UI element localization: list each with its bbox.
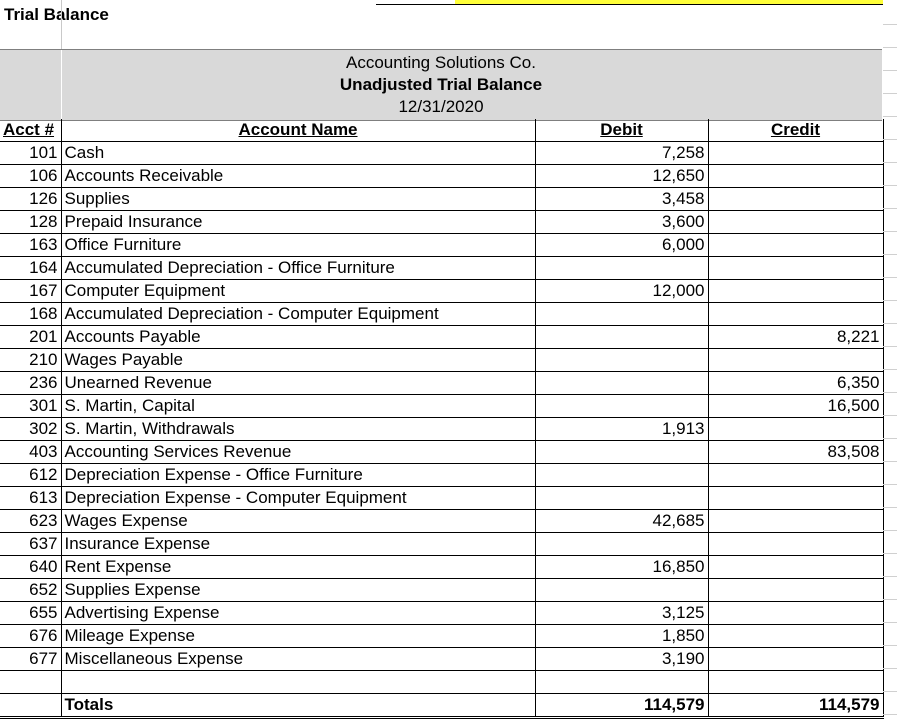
table-row [0,280,883,303]
column-gridline [61,0,62,49]
credit-cell[interactable]: 6,350 [708,372,883,395]
debit-cell[interactable]: 42,685 [535,510,708,533]
gridline [883,714,897,715]
debit-cell[interactable] [535,395,708,418]
name-cell[interactable]: S. Martin, Capital [61,395,535,418]
debit-cell[interactable] [535,326,708,349]
name-cell[interactable]: Supplies Expense [61,579,535,602]
name-cell[interactable]: Rent Expense [61,556,535,579]
totals-row [0,694,883,718]
acct-cell[interactable]: 236 [0,372,61,395]
credit-cell[interactable] [708,165,883,188]
gridline [883,24,897,25]
column-header-row [0,119,883,142]
acct-cell[interactable]: 655 [0,602,61,625]
debit-empty-cell[interactable] [535,671,708,694]
credit-cell[interactable] [708,533,883,556]
debit-cell[interactable]: 1,850 [535,625,708,648]
credit-cell[interactable]: 83,508 [708,441,883,464]
credit-cell[interactable] [708,142,883,165]
name-cell[interactable]: Cash [61,142,535,165]
table-row [0,556,883,579]
name-cell[interactable]: Supplies [61,188,535,211]
table-row [0,625,883,648]
debit-cell[interactable]: 12,000 [535,280,708,303]
totals-acct-cell[interactable] [0,694,61,718]
gridline [883,438,897,439]
acct-cell[interactable]: 163 [0,234,61,257]
name-cell[interactable]: Accumulated Depreciation - Computer Equipment [61,303,535,326]
gridline [883,277,897,278]
acct-cell[interactable]: 623 [0,510,61,533]
gridline [883,162,897,163]
debit-cell[interactable]: 3,600 [535,211,708,234]
credit-cell[interactable]: 8,221 [708,326,883,349]
credit-cell[interactable] [708,648,883,671]
table-row [0,303,883,326]
credit-cell[interactable] [708,464,883,487]
gridline [883,576,897,577]
company-name[interactable]: Accounting Solutions Co. [346,53,536,72]
name-cell[interactable]: Accounts Receivable [61,165,535,188]
debit-cell[interactable]: 3,125 [535,602,708,625]
gridline [883,645,897,646]
credit-cell[interactable] [708,188,883,211]
totals-debit-cell[interactable]: 114,579 [535,694,708,718]
gridline [883,691,897,692]
account-name-header[interactable]: Account Name [61,119,535,142]
top-border-line [376,4,455,5]
credit-cell[interactable] [708,280,883,303]
debit-cell[interactable]: 3,190 [535,648,708,671]
right-gridlines [883,0,897,722]
debit-cell[interactable] [535,533,708,556]
trial-balance-table [0,119,884,719]
credit-header[interactable]: Credit [708,119,883,142]
debit-cell[interactable] [535,372,708,395]
name-empty-cell[interactable] [61,671,535,694]
gridline [883,622,897,623]
gridline [883,369,897,370]
debit-cell[interactable] [535,441,708,464]
table-row [0,441,883,464]
debit-cell[interactable]: 3,458 [535,188,708,211]
gridline [883,346,897,347]
acct-cell[interactable]: 613 [0,487,61,510]
name-cell[interactable]: Mileage Expense [61,625,535,648]
acct-header[interactable]: Acct # [0,119,61,142]
acct-cell[interactable]: 164 [0,257,61,280]
credit-cell[interactable] [708,349,883,372]
acct-cell[interactable]: 101 [0,142,61,165]
gridline [883,507,897,508]
name-cell[interactable]: Prepaid Insurance [61,211,535,234]
acct-empty-cell[interactable] [0,671,61,694]
acct-cell[interactable]: 301 [0,395,61,418]
name-cell[interactable]: Accounts Payable [61,326,535,349]
table-row [0,510,883,533]
name-cell[interactable]: Wages Expense [61,510,535,533]
credit-cell[interactable] [708,625,883,648]
debit-cell[interactable]: 7,258 [535,142,708,165]
debit-cell[interactable] [535,303,708,326]
acct-cell[interactable]: 652 [0,579,61,602]
debit-cell[interactable] [535,487,708,510]
table-row [0,648,883,671]
credit-cell[interactable] [708,487,883,510]
acct-cell[interactable]: 201 [0,326,61,349]
credit-empty-cell[interactable] [708,671,883,694]
credit-cell[interactable] [708,257,883,280]
debit-cell[interactable]: 16,850 [535,556,708,579]
table-row [0,579,883,602]
gridline [883,553,897,554]
gridline [883,461,897,462]
gridline [883,47,897,48]
debit-cell[interactable] [535,579,708,602]
table-row [0,487,883,510]
sheet-title: Trial Balance [4,5,109,24]
name-cell[interactable]: Office Furniture [61,234,535,257]
highlighted-cell-strip[interactable] [455,0,883,5]
name-cell[interactable]: Miscellaneous Expense [61,648,535,671]
name-cell[interactable]: Unearned Revenue [61,372,535,395]
table-row [0,372,883,395]
credit-cell[interactable] [708,579,883,602]
acct-cell[interactable]: 168 [0,303,61,326]
acct-cell[interactable]: 403 [0,441,61,464]
table-row [0,165,883,188]
acct-cell[interactable]: 302 [0,418,61,441]
name-cell[interactable]: Depreciation Expense - Office Furniture [61,464,535,487]
acct-cell[interactable]: 676 [0,625,61,648]
gridline [883,415,897,416]
gridline [883,93,897,94]
name-cell[interactable]: Wages Payable [61,349,535,372]
name-cell[interactable]: S. Martin, Withdrawals [61,418,535,441]
name-cell[interactable]: Advertising Expense [61,602,535,625]
debit-cell[interactable] [535,257,708,280]
gridline [883,484,897,485]
totals-name-cell[interactable]: Totals [61,694,535,718]
table-row [0,257,883,280]
name-cell[interactable]: Accumulated Depreciation - Office Furniture [61,257,535,280]
totals-credit-cell[interactable]: 114,579 [708,694,883,718]
credit-cell[interactable] [708,303,883,326]
credit-cell[interactable] [708,556,883,579]
acct-cell[interactable]: 612 [0,464,61,487]
table-row [0,211,883,234]
debit-header[interactable]: Debit [535,119,708,142]
gridline [883,599,897,600]
table-row [0,464,883,487]
table-row [0,395,883,418]
acct-cell[interactable]: 640 [0,556,61,579]
acct-cell[interactable]: 167 [0,280,61,303]
report-name[interactable]: Unadjusted Trial Balance [339,75,543,94]
report-date[interactable]: 12/31/2020 [398,97,484,116]
table-row [0,349,883,372]
debit-cell[interactable] [535,464,708,487]
acct-cell[interactable]: 106 [0,165,61,188]
acct-cell[interactable]: 637 [0,533,61,556]
table-row [0,188,883,211]
credit-cell[interactable]: 16,500 [708,395,883,418]
name-cell[interactable]: Insurance Expense [61,533,535,556]
acct-cell[interactable]: 126 [0,188,61,211]
gridline [883,185,897,186]
gridline [883,208,897,209]
name-cell[interactable]: Depreciation Expense - Computer Equipment [61,487,535,510]
acct-cell[interactable]: 128 [0,211,61,234]
table-row [0,602,883,625]
report-header [0,49,882,121]
name-cell[interactable]: Computer Equipment [61,280,535,303]
blank-row [0,671,883,694]
debit-cell[interactable] [535,349,708,372]
gridline [883,392,897,393]
table-row [0,142,883,165]
debit-cell[interactable]: 6,000 [535,234,708,257]
gridline [883,668,897,669]
table-row [0,326,883,349]
name-cell[interactable]: Accounting Services Revenue [61,441,535,464]
table-row [0,418,883,441]
debit-cell[interactable]: 1,913 [535,418,708,441]
credit-cell[interactable] [708,602,883,625]
acct-cell[interactable]: 210 [0,349,61,372]
gridline [883,231,897,232]
gridline [883,254,897,255]
gridline [883,70,897,71]
gridline [883,530,897,531]
credit-cell[interactable] [708,510,883,533]
table-row [0,533,883,556]
credit-cell[interactable] [708,234,883,257]
gridline [883,300,897,301]
gridline [883,116,897,117]
table-row [0,234,883,257]
acct-cell[interactable]: 677 [0,648,61,671]
gridline [883,323,897,324]
debit-cell[interactable]: 12,650 [535,165,708,188]
gridline [883,139,897,140]
credit-cell[interactable] [708,418,883,441]
credit-cell[interactable] [708,211,883,234]
